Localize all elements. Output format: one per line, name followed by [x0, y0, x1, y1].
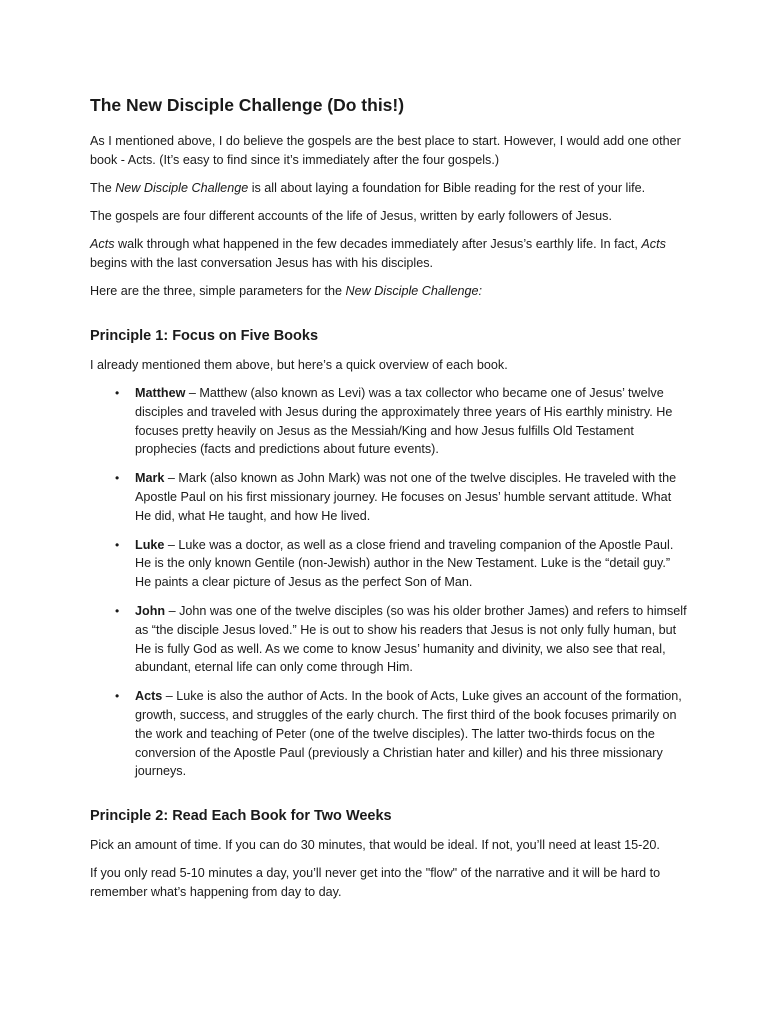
- list-item: [90, 384, 688, 459]
- intro-paragraph-5: Here are the three, simple parameters for the New Disciple Challenge:: [90, 284, 482, 298]
- bullet-icon: •: [115, 603, 120, 618]
- book-name: Acts: [135, 689, 163, 704]
- principle-1-lead: I already mentioned them above, but here’s a quick overview of each book.: [90, 358, 508, 372]
- principle-2-heading: Principle 2: Read Each Book for Two Weeks: [90, 808, 392, 825]
- book-description: – John was one of the twelve disciples (so was his older brother James) and refers to himself as “the disciple Jesus loved.” He is out to show his readers that Jesus is not only fully human, but He is fully God as well. As we come to know Jesus’ humanity and divinity, we also see that real, abundant, eternal life can only come through Him.: [135, 603, 687, 675]
- principle-2-paragraph-2: If you only read 5-10 minutes a day, you’ll never get into the "flow" of the narrative and it will be hard to remember what’s happening from day to day.: [90, 866, 661, 900]
- book-list: [90, 384, 688, 781]
- book-description: – Luke is also the author of Acts. In the book of Acts, Luke gives an account of the formation, growth, success, and struggles of the early church. The first third of the book focuses primarily on the work and teaching of Peter (one of the twelve disciples). The latter two-thirds focus on the conversion of the Apostle Paul (previously a Christian hater and killer) and his three missionary journeys.: [135, 689, 682, 779]
- list-item: [90, 469, 688, 525]
- challenge-name: New Disciple Challenge: [115, 181, 249, 195]
- list-item: [90, 687, 688, 781]
- bullet-icon: •: [115, 386, 120, 400]
- book-name: Luke: [135, 537, 165, 552]
- intro-paragraph-3: The gospels are four different accounts of the life of Jesus, written by early followers of Jesus.: [90, 209, 612, 223]
- book-name: John: [135, 603, 166, 618]
- book-description: – Mark (also known as John Mark) was not one of the twelve disciples. He traveled with the Apostle Paul on his first missionary journey. He focuses on Jesus’ humble servant attitude. What He did, what He taught, and how He lived.: [135, 471, 677, 523]
- intro-paragraph-2: The New Disciple Challenge is all about laying a foundation for Bible reading for the rest of your life.: [90, 181, 646, 195]
- intro-paragraph-1: As I mentioned above, I do believe the gospels are the best place to start. However, I would add one other book - Acts. (It’s easy to find since it’s immediately after the four gospels.): [90, 134, 681, 167]
- book-name: Mark: [135, 471, 165, 486]
- book-description: – Matthew (also known as Levi) was a tax collector who became one of Jesus’ twelve disciples and traveled with Jesus during the approximately three years of His earthly ministry. He focuses pretty heavily on Jesus as the Messiah/King and how Jesus fulfills Old Testament prophecies (facts and predictions about future events).: [135, 386, 673, 457]
- principle-1-heading: Principle 1: Focus on Five Books: [90, 328, 319, 344]
- principle-2-paragraph-1: Pick an amount of time. If you can do 30 minutes, that would be ideal. If not, you’ll need at least 15-20.: [90, 838, 660, 853]
- bullet-icon: •: [115, 689, 120, 704]
- page-title: The New Disciple Challenge (Do this!): [90, 95, 405, 115]
- book-description: – Luke was a doctor, as well as a close friend and traveling companion of the Apostle Paul. He is the only known Gentile (non-Jewish) author in the New Testament. Luke is the “detail guy.” He paints a clear picture of Jesus as the perfect Son of Man.: [135, 537, 674, 590]
- list-item: [90, 536, 688, 592]
- intro-paragraph-4: Acts walk through what happened in the few decades immediately after Jesus’s earthly life. In fact, Acts begins with the last conversation Jesus has with his disciples.: [90, 237, 666, 270]
- book-name: Matthew: [135, 386, 186, 400]
- bullet-icon: •: [115, 471, 120, 486]
- bullet-icon: •: [115, 537, 120, 552]
- list-item: [90, 602, 688, 677]
